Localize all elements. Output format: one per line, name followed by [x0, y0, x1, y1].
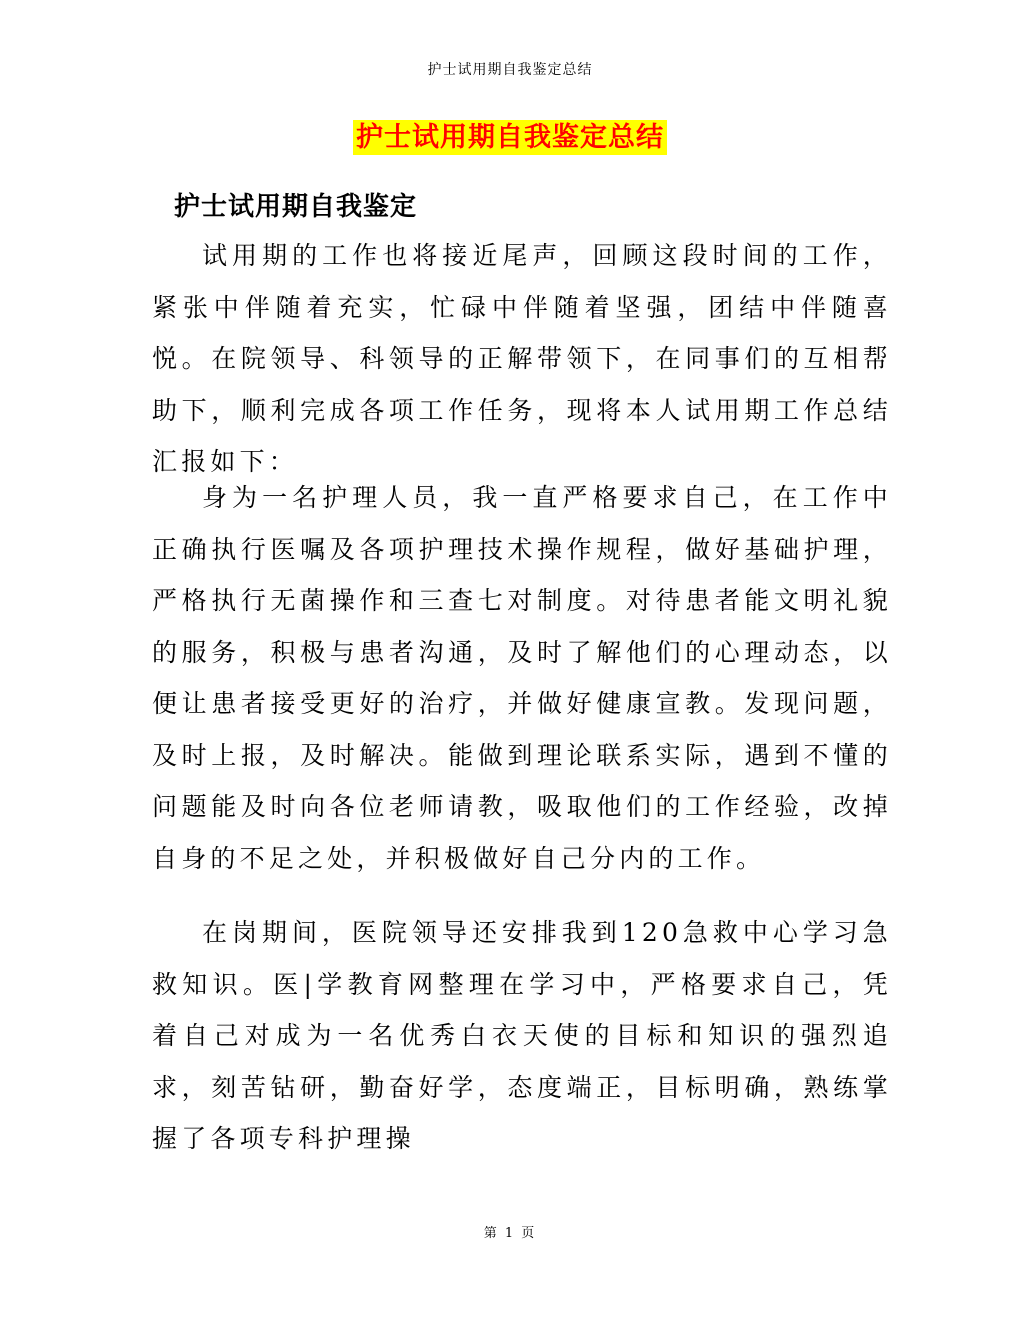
section-heading: 护士试用期自我鉴定 [174, 192, 418, 222]
paragraph-text: 在岗期间，医院领导还安排我到120急救中心学习急救知识。医|学教育网整理在学习中，严格要求自己，凭着自己对成为一名优秀白衣天使的目标和知识的强烈追求，刻苦钻研，勤奋好学，态度端正，目标明确，熟练掌握了各项专科护理操 [152, 918, 892, 1153]
running-header: 护士试用期自我鉴定总结 [427, 62, 593, 78]
document-title: 护士试用期自我鉴定总结 [353, 120, 667, 155]
page-number: 第 1 页 [483, 1226, 537, 1241]
paragraph-intro [152, 230, 892, 488]
paragraph-training [152, 907, 892, 1165]
paragraph-text: 试用期的工作也将接近尾声，回顾这段时间的工作，紧张中伴随着充实，忙碌中伴随着坚强，团结中伴随喜悦。在院领导、科领导的正解带领下，在同事们的互相帮助下，顺利完成各项工作任务，现将本人试用期工作总结汇报如下： [152, 241, 892, 476]
paragraph-nursing-duties [152, 472, 892, 884]
paragraph-text: 身为一名护理人员，我一直严格要求自己，在工作中正确执行医嘱及各项护理技术操作规程，做好基础护理，严格执行无菌操作和三查七对制度。对待患者能文明礼貌的服务，积极与患者沟通，及时了解他们的心理动态，以便让患者接受更好的治疗，并做好健康宣教。发现问题，及时上报，及时解决。能做到理论联系实际，遇到不懂的问题能及时向各位老师请教，吸取他们的工作经验，改掉自身的不足之处，并积极做好自己分内的工作。 [152, 483, 892, 873]
title-container [0, 120, 1020, 155]
